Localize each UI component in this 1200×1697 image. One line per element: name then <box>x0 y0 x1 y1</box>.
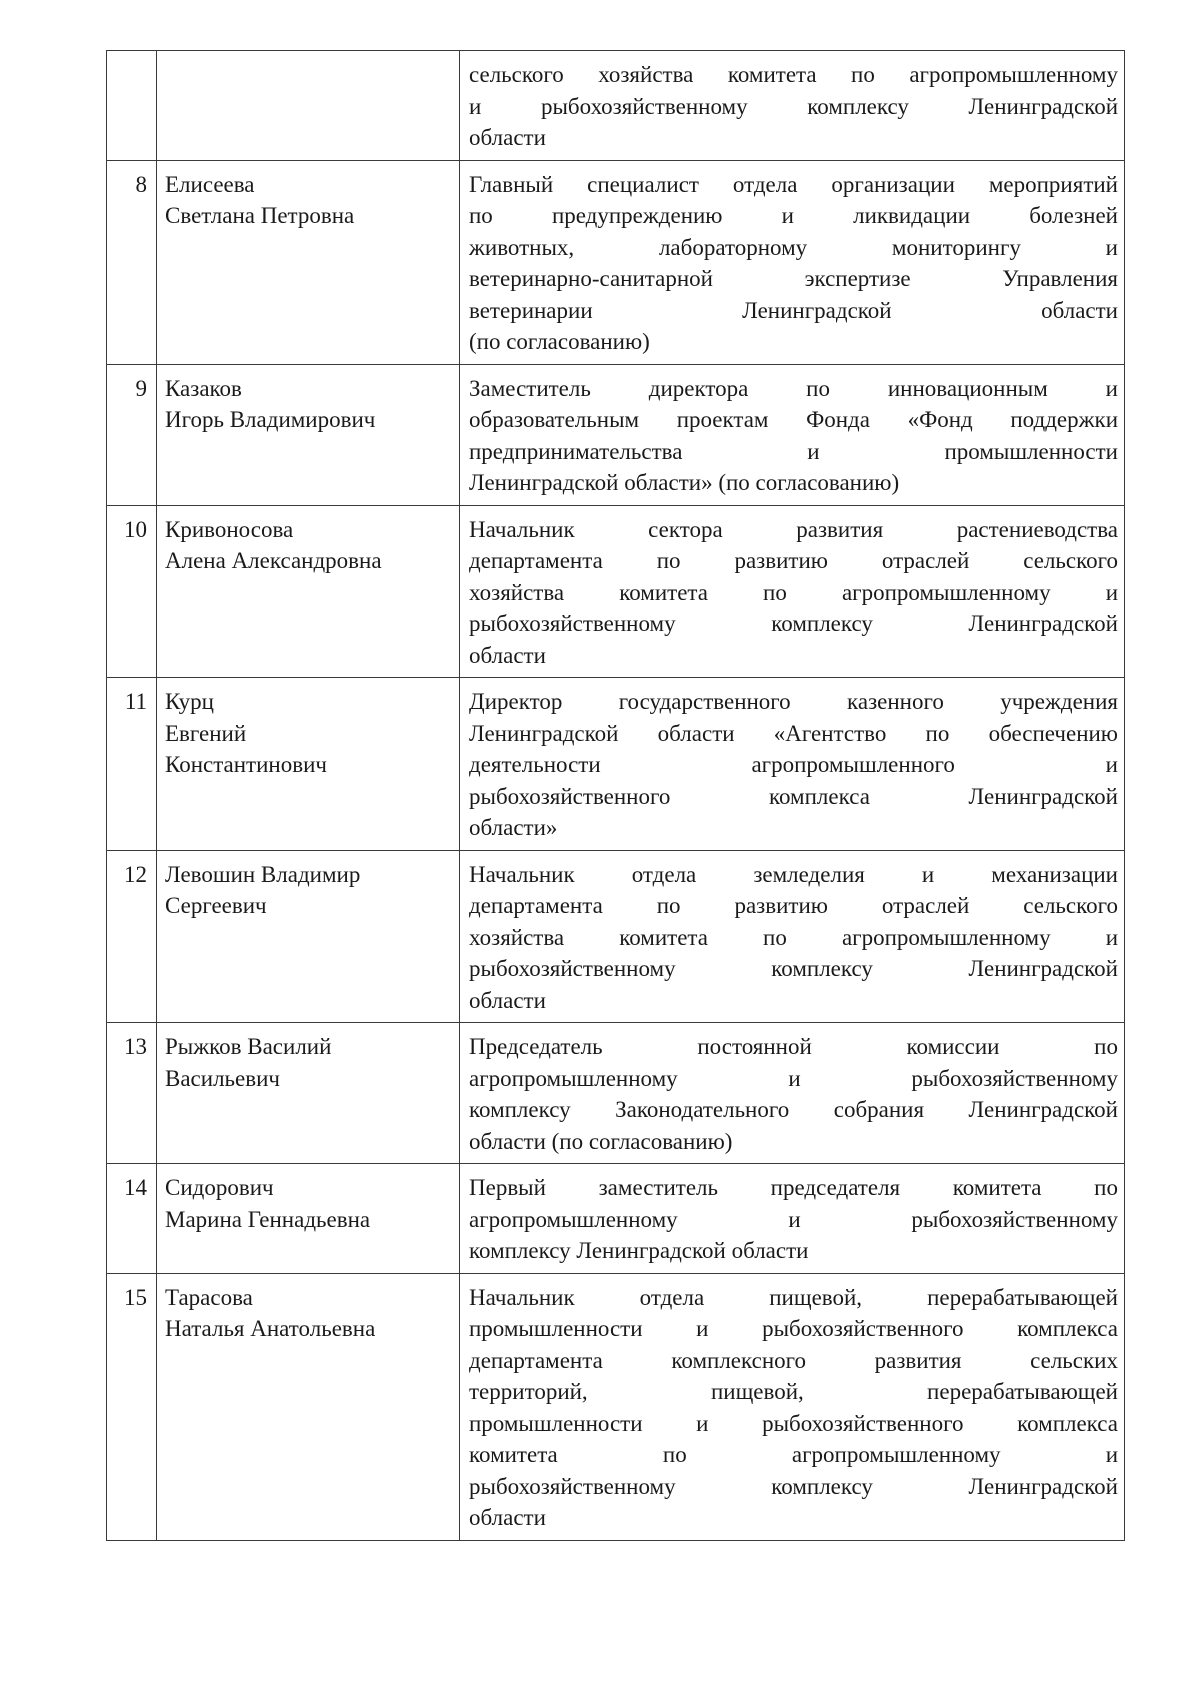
row-number <box>107 51 157 161</box>
member-name-line: Алена Александровна <box>165 548 382 573</box>
member-position-line: рыбохозяйственного комплекса Ленинградской <box>469 783 1118 809</box>
member-position-line: области <box>469 125 546 150</box>
member-name-line: Светлана Петровна <box>165 203 355 228</box>
member-position-line: рыбохозяйственному комплексу Ленинградской <box>469 956 1118 981</box>
members-table <box>106 50 1125 1541</box>
member-name <box>157 678 460 851</box>
member-position <box>460 160 1125 364</box>
member-position-line: по предупреждению и ликвидации болезней <box>469 203 1118 228</box>
member-name <box>157 160 460 364</box>
member-position <box>460 364 1125 505</box>
member-position-line: комплексу Законодательного собрания Ленинградской <box>469 1097 1118 1122</box>
table-row <box>107 678 1125 851</box>
member-position-line: деятельности агропромышленного и <box>469 752 1118 777</box>
row-number: 11 <box>107 678 157 851</box>
row-number: 9 <box>107 364 157 505</box>
member-position <box>460 1164 1125 1274</box>
member-position-line: животных, лабораторному мониторингу и <box>469 234 1118 260</box>
member-name <box>157 505 460 678</box>
member-position-line: Начальник сектора развития растениеводства <box>469 516 1118 542</box>
member-name-line: Сергеевич <box>165 893 267 918</box>
member-position-line: области <box>469 642 546 668</box>
member-name-line: Евгений <box>165 720 247 746</box>
member-position-line: промышленности и рыбохозяйственного комплекса <box>469 1410 1118 1436</box>
table-row <box>107 1023 1125 1164</box>
member-position-line: Начальник отдела земледелия и механизации <box>469 861 1118 887</box>
member-name <box>157 364 460 505</box>
member-position-line: хозяйства комитета по агропромышленному и <box>469 924 1118 950</box>
member-position-line: Ленинградской области «Агентство по обеспечению <box>469 720 1118 746</box>
member-position-line: агропромышленному и рыбохозяйственному <box>469 1206 1118 1232</box>
member-position <box>460 678 1125 851</box>
member-position-line: области <box>469 1505 546 1530</box>
member-position-line: образовательным проектам Фонда «Фонд поддержки <box>469 407 1118 432</box>
member-position-line: Председатель постоянной комиссии по <box>469 1034 1118 1059</box>
members-table-body <box>107 51 1125 1541</box>
table-row <box>107 160 1125 364</box>
table-row <box>107 505 1125 678</box>
member-position-line: области» <box>469 815 558 840</box>
member-name-line: Рыжков Василий <box>165 1034 332 1059</box>
member-position <box>460 850 1125 1023</box>
table-row <box>107 364 1125 505</box>
member-position-line: сельского хозяйства комитета по агропромышленному <box>469 62 1118 87</box>
member-position-line: комплексу Ленинградской области <box>469 1238 809 1263</box>
member-position-line: комитета по агропромышленному и <box>469 1442 1118 1467</box>
member-position-line: Ленинградской области» (по согласованию) <box>469 470 900 495</box>
table-row <box>107 850 1125 1023</box>
row-number: 10 <box>107 505 157 678</box>
member-position-line: рыбохозяйственному комплексу Ленинградской <box>469 1473 1118 1499</box>
member-name-line: Сидорович <box>165 1175 274 1200</box>
member-position-line: области (по согласованию) <box>469 1128 733 1154</box>
member-position-line: Первый заместитель председателя комитета по <box>469 1175 1118 1200</box>
member-position-line: Главный специалист отдела организации мероприятий <box>469 171 1118 197</box>
member-name <box>157 51 460 161</box>
table-row <box>107 1164 1125 1274</box>
table-row <box>107 51 1125 161</box>
member-position-line: (по согласованию) <box>469 329 650 354</box>
member-position-line: промышленности и рыбохозяйственного комплекса <box>469 1316 1118 1341</box>
member-position-line: департамента по развитию отраслей сельского <box>469 893 1118 918</box>
table-row <box>107 1273 1125 1540</box>
member-name <box>157 1164 460 1274</box>
member-name-line: Игорь Владимирович <box>165 407 376 432</box>
member-position <box>460 505 1125 678</box>
member-name-line: Курц <box>165 689 214 714</box>
member-name-line: Константинович <box>165 752 327 777</box>
row-number: 13 <box>107 1023 157 1164</box>
member-position-line: Директор государственного казенного учреждения <box>469 689 1118 714</box>
member-position-line: Заместитель директора по инновационным и <box>469 375 1118 401</box>
row-number: 12 <box>107 850 157 1023</box>
member-position <box>460 51 1125 161</box>
member-position-line: предпринимательства и промышленности <box>469 438 1118 464</box>
member-name-line: Казаков <box>165 375 242 401</box>
member-position-line: области <box>469 987 546 1013</box>
member-position-line: и рыбохозяйственному комплексу Ленинградской <box>469 93 1118 119</box>
member-position-line: хозяйства комитета по агропромышленному и <box>469 579 1118 605</box>
member-position <box>460 1273 1125 1540</box>
member-name-line: Елисеева <box>165 171 255 197</box>
member-name-line: Тарасова <box>165 1284 253 1310</box>
member-position-line: рыбохозяйственному комплексу Ленинградской <box>469 611 1118 636</box>
member-name-line: Наталья Анатольевна <box>165 1316 376 1341</box>
row-number: 14 <box>107 1164 157 1274</box>
member-name <box>157 1023 460 1164</box>
member-name <box>157 1273 460 1540</box>
member-name-line: Васильевич <box>165 1065 280 1091</box>
row-number: 15 <box>107 1273 157 1540</box>
member-name-line: Левошин Владимир <box>165 861 361 887</box>
member-position-line: территорий, пищевой, перерабатывающей <box>469 1379 1118 1404</box>
member-position <box>460 1023 1125 1164</box>
member-position-line: департамента комплексного развития сельских <box>469 1347 1118 1373</box>
row-number: 8 <box>107 160 157 364</box>
member-name-line: Марина Геннадьевна <box>165 1206 371 1232</box>
member-position-line: ветеринарии Ленинградской области <box>469 297 1118 323</box>
member-position-line: агропромышленному и рыбохозяйственному <box>469 1065 1118 1091</box>
member-position-line: Начальник отдела пищевой, перерабатывающей <box>469 1284 1118 1310</box>
member-name <box>157 850 460 1023</box>
member-position-line: ветеринарно-санитарной экспертизе Управления <box>469 266 1118 291</box>
member-name-line: Кривоносова <box>165 516 294 542</box>
member-position-line: департамента по развитию отраслей сельского <box>469 548 1118 573</box>
